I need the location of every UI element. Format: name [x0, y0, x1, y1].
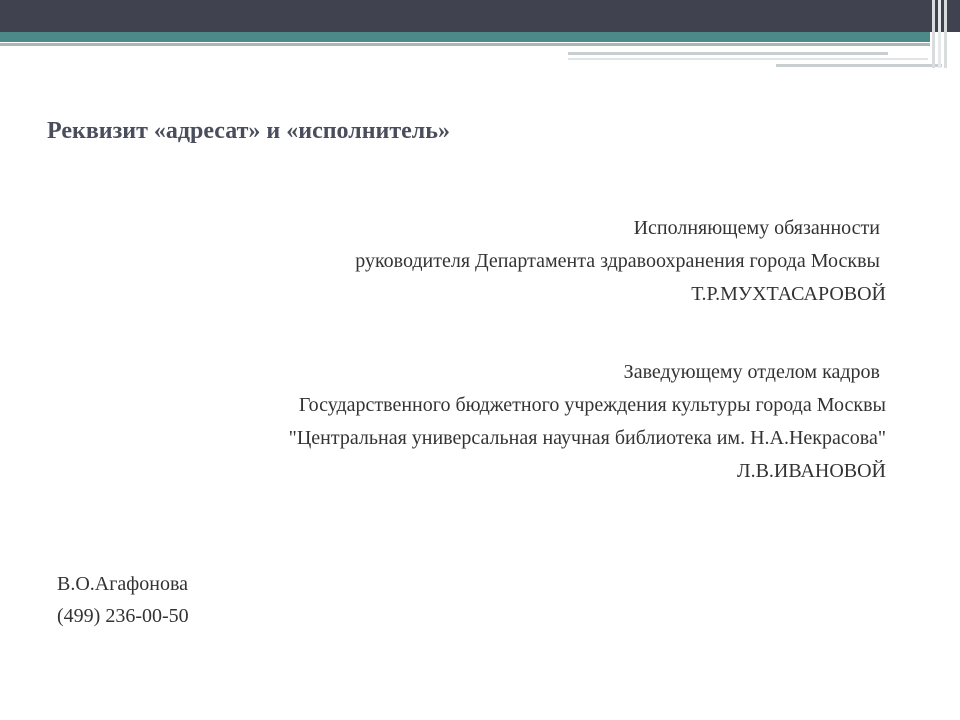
slide-title: Реквизит «адресат» и «исполнитель» [47, 118, 450, 144]
decor-line [568, 52, 888, 55]
decor-line [776, 64, 942, 67]
addressee-1-organization: руководителя Департамента здравоохранения города Москвы [355, 250, 880, 272]
addressee-block-1 [355, 212, 886, 311]
slide-header-accent [0, 32, 930, 42]
addressee-1-name: Т.Р.МУХТАСАРОВОЙ [691, 283, 886, 305]
addressee-1-position: Исполняющему обязанности [633, 217, 880, 239]
decor-vertical-bar [938, 0, 941, 68]
decor-line [568, 58, 928, 60]
executor-name: В.О.Агафонова [57, 573, 189, 595]
addressee-block-2 [289, 356, 886, 488]
slide-header-bar [0, 0, 960, 32]
addressee-2-organization-line1: Государственного бюджетного учреждения культуры города Москвы [298, 394, 886, 416]
executor-block [57, 568, 189, 632]
decor-vertical-bar [932, 0, 935, 68]
addressee-2-position: Заведующему отделом кадров [623, 361, 880, 383]
addressee-2-name: Л.В.ИВАНОВОЙ [737, 460, 886, 482]
decor-vertical-bar [944, 0, 947, 68]
addressee-2-organization-line2: "Центральная универсальная научная библиотека им. Н.А.Некрасова" [288, 427, 886, 449]
slide-header-line [0, 43, 930, 46]
executor-phone: (499) 236-00-50 [57, 605, 189, 627]
